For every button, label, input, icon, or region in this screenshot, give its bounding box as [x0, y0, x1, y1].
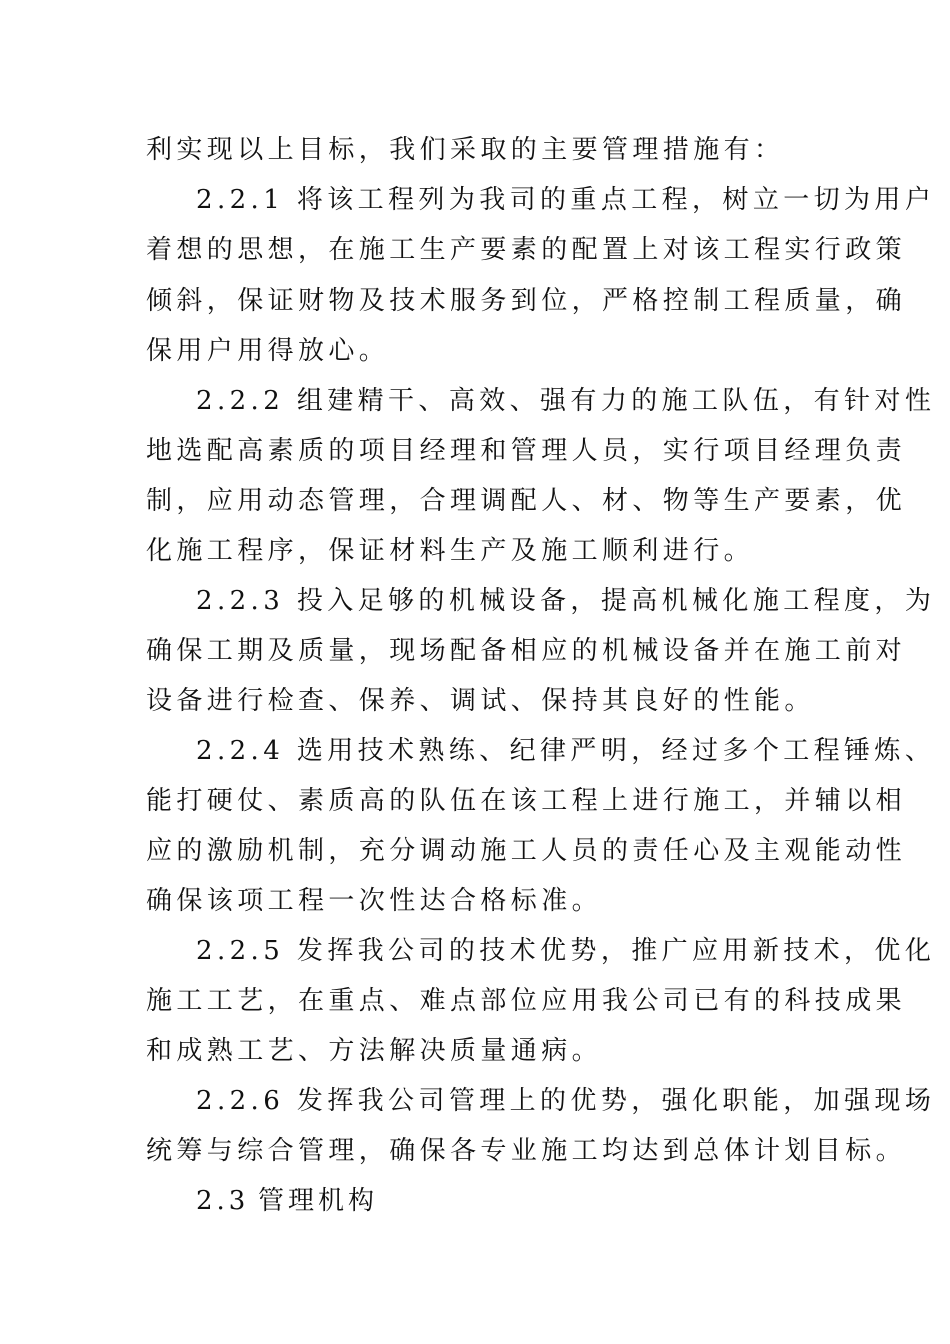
paragraph-line: 利实现以上目标，我们采取的主要管理措施有：	[146, 135, 785, 165]
paragraph-line: 倾斜，保证财物及技术服务到位，严格控制工程质量，确	[146, 286, 907, 316]
section-title: 管理机构	[258, 1186, 379, 1216]
paragraph-line: 2.2.3 投入足够的机械设备，提高机械化施工程度，为	[196, 586, 936, 616]
section-heading	[196, 1181, 378, 1221]
paragraph-line: 着想的思想，在施工生产要素的配置上对该工程实行政策	[146, 235, 907, 265]
paragraph-line: 设备进行检查、保养、调试、保持其良好的性能。	[146, 686, 815, 716]
paragraph-line: 确保该项工程一次性达合格标准。	[146, 886, 603, 916]
paragraph-line: 2.2.6 发挥我公司管理上的优势，强化职能，加强现场	[196, 1086, 936, 1116]
paragraph-line: 保用户用得放心。	[146, 336, 390, 366]
paragraph-line: 应的激励机制，充分调动施工人员的责任心及主观能动性	[146, 836, 907, 866]
paragraph-line: 确保工期及质量，现场配备相应的机械设备并在施工前对	[146, 636, 907, 666]
paragraph-line: 2.2.5 发挥我公司的技术优势，推广应用新技术，优化	[196, 936, 936, 966]
paragraph-line: 能打硬仗、素质高的队伍在该工程上进行施工，并辅以相	[146, 786, 907, 816]
paragraph-line: 2.2.4 选用技术熟练、纪律严明，经过多个工程锤炼、	[196, 736, 936, 766]
paragraph-line: 施工工艺，在重点、难点部位应用我公司已有的科技成果	[146, 986, 907, 1016]
paragraph-line: 制，应用动态管理，合理调配人、材、物等生产要素，优	[146, 486, 907, 516]
section-number: 2.3	[196, 1186, 250, 1216]
paragraph-line: 地选配高素质的项目经理和管理人员，实行项目经理负责	[146, 436, 907, 466]
paragraph-line: 统筹与综合管理，确保各专业施工均达到总体计划目标。	[146, 1136, 907, 1166]
paragraph-line: 2.2.1 将该工程列为我司的重点工程，树立一切为用户	[196, 185, 936, 215]
paragraph-line: 和成熟工艺、方法解决质量通病。	[146, 1036, 603, 1066]
paragraph-line: 化施工程序，保证材料生产及施工顺利进行。	[146, 536, 755, 566]
paragraph-line: 2.2.2 组建精干、高效、强有力的施工队伍，有针对性	[196, 386, 936, 416]
